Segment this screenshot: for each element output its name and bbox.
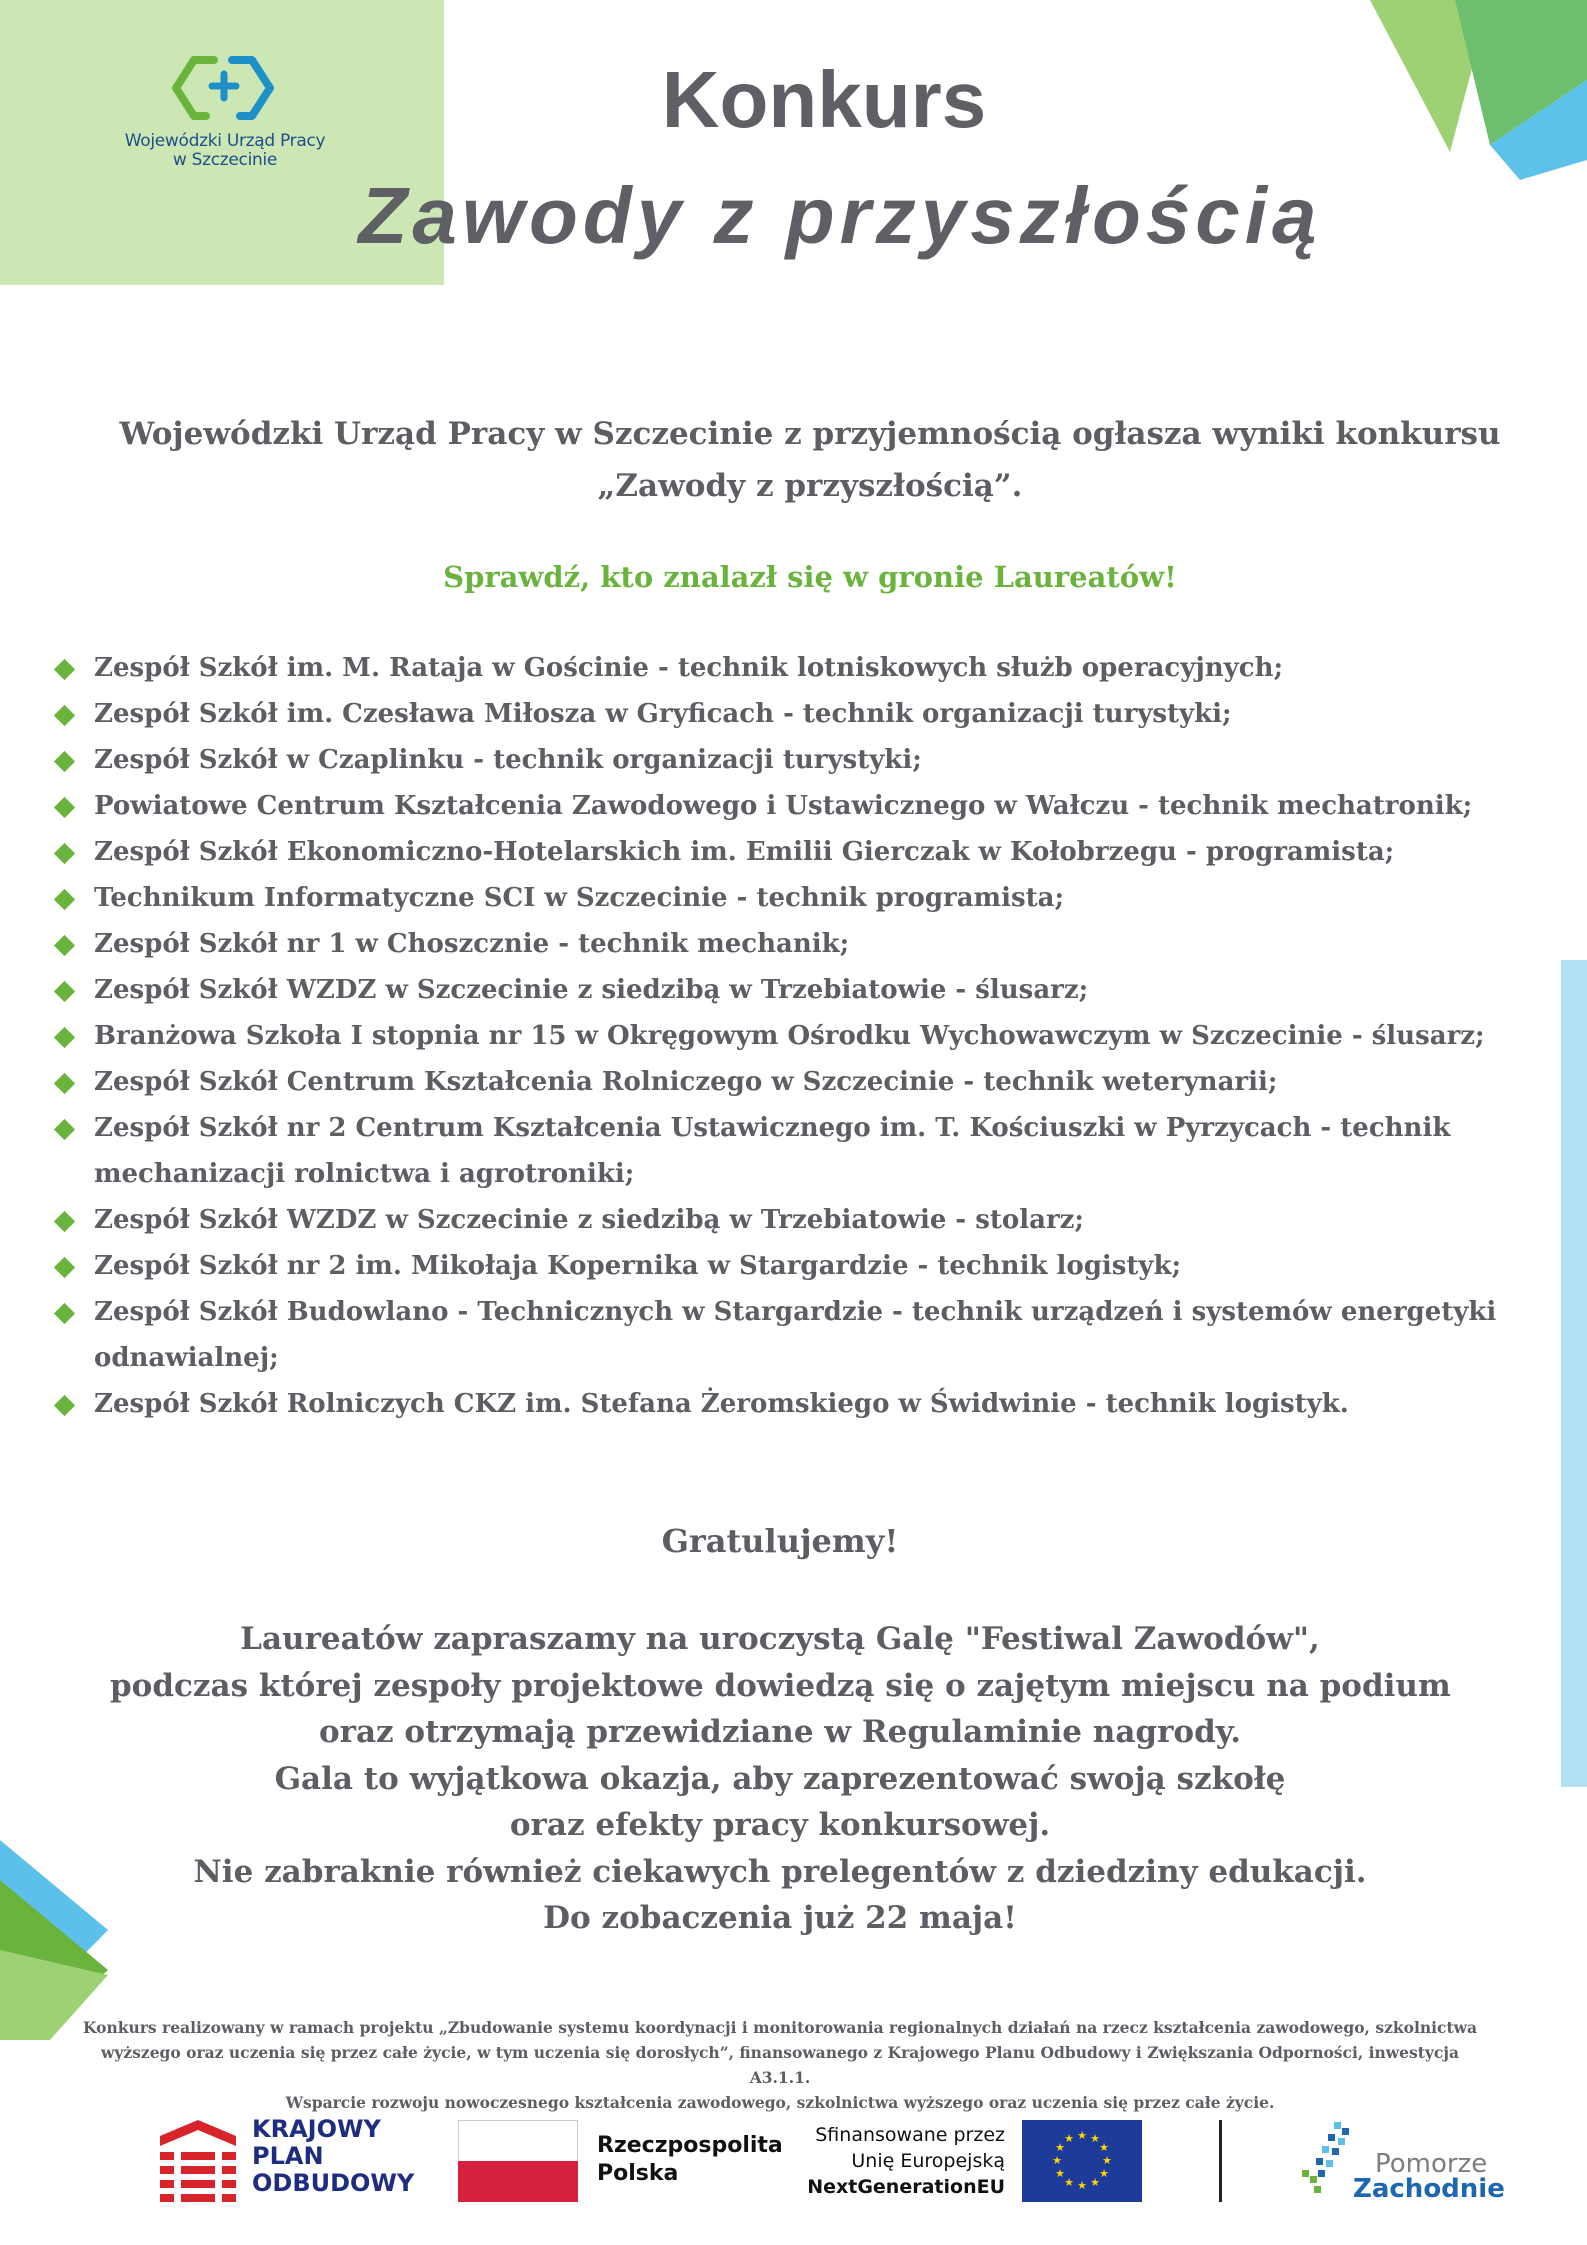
invite-line: Laureatów zapraszamy na uroczystą Galę "Festiwal Zawodów", — [240, 1621, 1320, 1657]
diamond-bullet-icon — [54, 981, 75, 1002]
laureates-heading: Sprawdź, kto znalazł się w gronie Laureatów! — [443, 560, 1177, 594]
pomorze-zachodnie-logo-icon — [1298, 2118, 1360, 2202]
eu-flag-icon — [1022, 2120, 1142, 2202]
logo-divider — [1219, 2120, 1222, 2202]
list-item: Zespół Szkół Rolniczych CKZ im. Stefana Żeromskiego w Świdwinie - technik logistyk. — [52, 1381, 1532, 1427]
zachodnie-text: Zachodnie — [1353, 2174, 1505, 2204]
invite-line: Do zobaczenia już 22 maja! — [543, 1900, 1017, 1936]
right-edge-stripe — [1561, 960, 1587, 1787]
diamond-bullet-icon — [54, 659, 75, 680]
gala-invitation — [110, 1616, 1450, 1942]
top-right-decoration — [1370, 0, 1587, 190]
list-item: Zespół Szkół Budowlano - Technicznych w Stargardzie - technik urządzeń i systemów energetyki odnawialnej; — [52, 1289, 1532, 1381]
list-item: Zespół Szkół nr 2 im. Mikołaja Kopernika w Stargardzie - technik logistyk; — [52, 1243, 1532, 1289]
bottom-left-decoration — [0, 1840, 120, 2040]
svg-text:★: ★ — [1055, 2167, 1065, 2180]
svg-text:★: ★ — [1077, 2179, 1087, 2192]
invite-line: Nie zabraknie również ciekawych prelegentów z dziedziny edukacji. — [193, 1853, 1367, 1890]
logo-line-1: Wojewódzki Urząd Pracy — [124, 131, 326, 151]
invite-line: oraz efekty pracy konkursowej. — [509, 1807, 1051, 1843]
note-line: wyższego oraz uczenia się przez całe życie, w tym uczenia się dorosłych”, finansowanego z Krajowego Planu Odbudowy i Zwiększania Odporności, inwestycja A3.1.1. — [101, 2043, 1459, 2087]
diamond-bullet-icon — [54, 705, 75, 726]
logo-line-2: w Szczecinie — [172, 150, 278, 170]
svg-text:★: ★ — [1055, 2141, 1065, 2154]
list-item: Zespół Szkół im. Czesława Miłosza w Gryficach - technik organizacji turystyki; — [52, 691, 1532, 737]
list-item: Branżowa Szkoła I stopnia nr 15 w Okręgowym Ośrodku Wychowawczym w Szczecinie - ślusarz; — [52, 1013, 1532, 1059]
winners-list — [52, 645, 1532, 1427]
polish-flag-icon — [458, 2120, 578, 2202]
svg-text:★: ★ — [1090, 2176, 1100, 2189]
project-funding-note — [80, 2015, 1480, 2115]
wup-logo-text — [110, 132, 340, 170]
page-subtitle: Zawody z przyszłością — [358, 171, 1322, 260]
list-item: Zespół Szkół Ekonomiczno-Hotelarskich im. Emilii Gierczak w Kołobrzegu - programista; — [52, 829, 1532, 875]
svg-text:★: ★ — [1090, 2132, 1100, 2145]
intro-text — [110, 408, 1510, 512]
diamond-bullet-icon — [54, 1027, 75, 1048]
svg-text:★: ★ — [1052, 2154, 1062, 2167]
svg-text:★: ★ — [1099, 2167, 1109, 2180]
svg-text:★: ★ — [1102, 2154, 1112, 2167]
intro-line-1: Wojewódzki Urząd Pracy w Szczecinie z przyjemnością ogłasza wyniki konkursu — [119, 416, 1501, 452]
svg-text:★: ★ — [1099, 2141, 1109, 2154]
rp-logo-text: Rzeczpospolita Polska — [597, 2133, 783, 2186]
diamond-bullet-icon — [54, 1395, 75, 1416]
list-item: Zespół Szkół w Czaplinku - technik organizacji turystyki; — [52, 737, 1532, 783]
list-item: Zespół Szkół WZDZ w Szczecinie z siedzibą w Trzebiatowie - stolarz; — [52, 1197, 1532, 1243]
list-item: Powiatowe Centrum Kształcenia Zawodowego i Ustawicznego w Wałczu - technik mechatronik; — [52, 783, 1532, 829]
diamond-bullet-icon — [54, 889, 75, 910]
diamond-bullet-icon — [54, 1211, 75, 1232]
page-title: Konkurs — [661, 55, 987, 144]
diamond-bullet-icon — [54, 935, 75, 956]
diamond-bullet-icon — [54, 797, 75, 818]
pomorze-text: Pomorze — [1375, 2149, 1488, 2179]
kpo-logo-icon — [160, 2120, 236, 2202]
diamond-bullet-icon — [54, 1303, 75, 1324]
svg-text:★: ★ — [1064, 2176, 1074, 2189]
list-item: Zespół Szkół WZDZ w Szczecinie z siedzibą w Trzebiatowie - ślusarz; — [52, 967, 1532, 1013]
diamond-bullet-icon — [54, 1073, 75, 1094]
diamond-bullet-icon — [54, 1119, 75, 1140]
diamond-bullet-icon — [54, 751, 75, 772]
list-item: Zespół Szkół nr 1 w Choszcznie - technik mechanik; — [52, 921, 1532, 967]
congratulations-heading: Gratulujemy! — [661, 1522, 899, 1560]
eu-funding-text: Sfinansowane przez Unię Europejską NextGenerationEU — [807, 2124, 1005, 2198]
diamond-bullet-icon — [54, 1257, 75, 1278]
note-line: Konkurs realizowany w ramach projektu „Zbudowanie systemu koordynacji i monitorowania regionalnych działań na rzecz kształcenia zawodowego, szkolnictwa — [83, 2018, 1477, 2037]
list-item: Technikum Informatyczne SCI w Szczecinie - technik programista; — [52, 875, 1532, 921]
invite-line: podczas której zespoły projektowe dowiedzą się o zajętym miejscu na podium — [110, 1667, 1451, 1704]
invite-line: oraz otrzymają przewidziane w Regulaminie nagrody. — [318, 1714, 1242, 1750]
note-line: Wsparcie rozwoju nowoczesnego kształcenia zawodowego, szkolnictwa wyższego oraz uczenia się przez całe życie. — [285, 2093, 1275, 2112]
svg-text:★: ★ — [1077, 2129, 1087, 2142]
list-item: Zespół Szkół im. M. Rataja w Gościnie - technik lotniskowych służb operacyjnych; — [52, 645, 1532, 691]
wup-logo-icon — [170, 52, 276, 124]
diamond-bullet-icon — [54, 843, 75, 864]
intro-line-2: „Zawody z przyszłością”. — [597, 468, 1023, 504]
invite-line: Gala to wyjątkowa okazja, aby zaprezentować swoją szkołę — [274, 1760, 1286, 1797]
list-item: Zespół Szkół nr 2 Centrum Kształcenia Ustawicznego im. T. Kościuszki w Pyrzycach - technik mechanizacji rolnictwa i agrotroniki; — [52, 1105, 1532, 1197]
kpo-logo-text: KRAJOWY PLAN ODBUDOWY — [252, 2115, 415, 2197]
list-item: Zespół Szkół Centrum Kształcenia Rolniczego w Szczecinie - technik weterynarii; — [52, 1059, 1532, 1105]
svg-text:★: ★ — [1064, 2132, 1074, 2145]
